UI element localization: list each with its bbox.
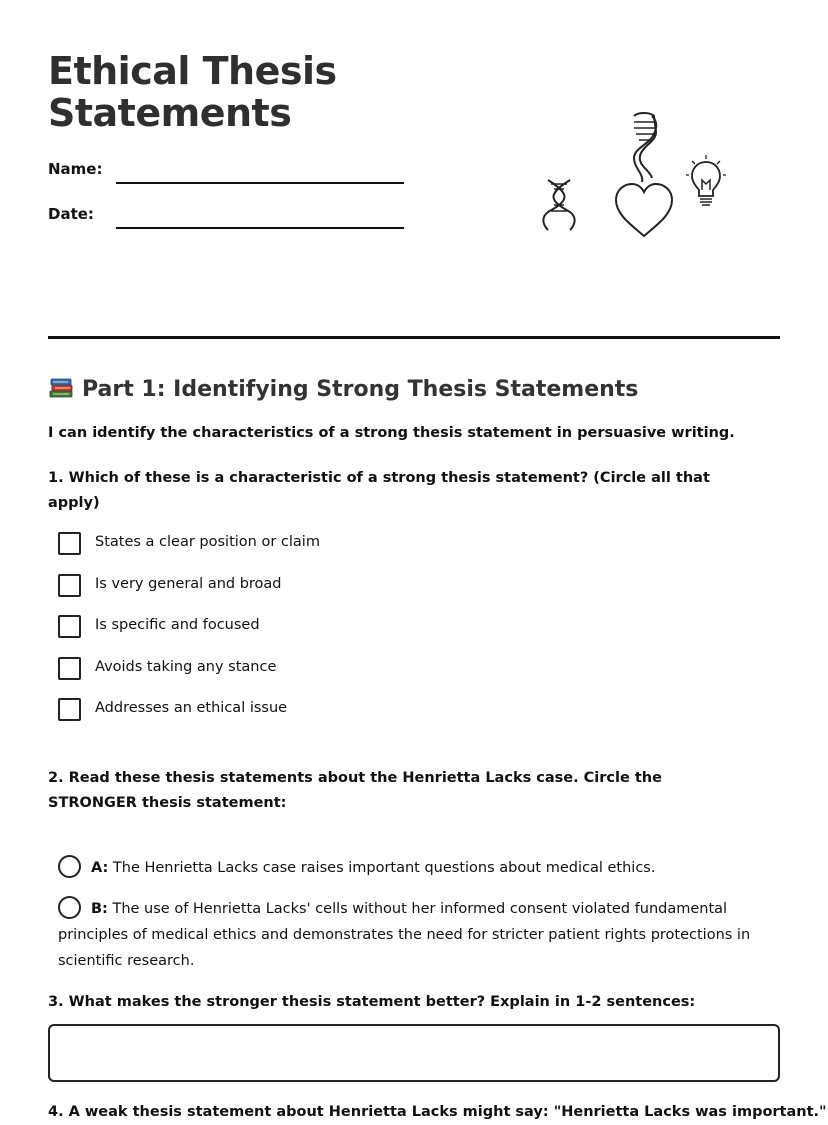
question-2-prompt: 2. Read these thesis statements about the Henrietta Lacks case. Circle the STRONGER thesis statement: xyxy=(48,770,662,811)
section-divider xyxy=(48,336,780,339)
worksheet-page xyxy=(48,0,827,1120)
choice-letter: A: xyxy=(91,860,109,876)
header-illustration xyxy=(542,112,732,242)
dna-heart-icon xyxy=(612,112,676,240)
learning-objective: I can identify the characteristics of a strong thesis statement in persuasive writing. xyxy=(48,425,735,441)
q1-option-label: Is very general and broad xyxy=(95,576,282,592)
dna-icon xyxy=(542,178,576,232)
q2-choice-a[interactable] xyxy=(58,855,770,881)
choice-text: The Henrietta Lacks case raises important questions about medical ethics. xyxy=(112,860,656,876)
name-line[interactable] xyxy=(116,182,404,184)
q1-option[interactable] xyxy=(58,532,658,556)
question-1-prompt: 1. Which of these is a characteristic of a strong thesis statement? (Circle all that apply) xyxy=(48,470,710,511)
q1-option[interactable] xyxy=(58,615,658,639)
books-icon xyxy=(48,374,74,400)
question-4-prompt: 4. A weak thesis statement about Henrietta Lacks might say: "Henrietta Lacks was important." xyxy=(48,1104,827,1120)
lightbulb-icon xyxy=(686,154,726,210)
date-label: Date: xyxy=(48,205,94,223)
q2-choice-b[interactable] xyxy=(58,896,770,974)
checkbox[interactable] xyxy=(58,574,81,597)
part1-heading xyxy=(48,374,638,402)
part1-heading-text: Part 1: Identifying Strong Thesis Statements xyxy=(82,377,639,402)
checkbox[interactable] xyxy=(58,698,81,721)
radio-circle[interactable] xyxy=(58,855,81,878)
q1-option-label: Avoids taking any stance xyxy=(95,659,277,675)
choice-letter: B: xyxy=(91,901,108,917)
q1-option[interactable] xyxy=(58,698,658,722)
checkbox[interactable] xyxy=(58,532,81,555)
q1-option[interactable] xyxy=(58,574,658,598)
checkbox[interactable] xyxy=(58,615,81,638)
q1-option-label: States a clear position or claim xyxy=(95,534,320,550)
checkbox[interactable] xyxy=(58,657,81,680)
question-3-prompt: 3. What makes the stronger thesis statement better? Explain in 1-2 sentences: xyxy=(48,994,696,1010)
q3-answer-box[interactable] xyxy=(48,1024,780,1082)
q1-option[interactable] xyxy=(58,657,658,681)
date-line[interactable] xyxy=(116,227,404,229)
date-field[interactable] xyxy=(48,205,408,235)
q1-option-label: Is specific and focused xyxy=(95,617,260,633)
choice-text: The use of Henrietta Lacks' cells without her informed consent violated fundamental principles of medical ethics and demonstrates the need for stricter patient rights protections in scientific research. xyxy=(58,901,751,969)
q1-option-label: Addresses an ethical issue xyxy=(95,700,288,716)
radio-circle[interactable] xyxy=(58,896,81,919)
name-field[interactable] xyxy=(48,160,408,190)
name-label: Name: xyxy=(48,160,103,178)
worksheet-title: Ethical Thesis Statements xyxy=(48,49,337,135)
